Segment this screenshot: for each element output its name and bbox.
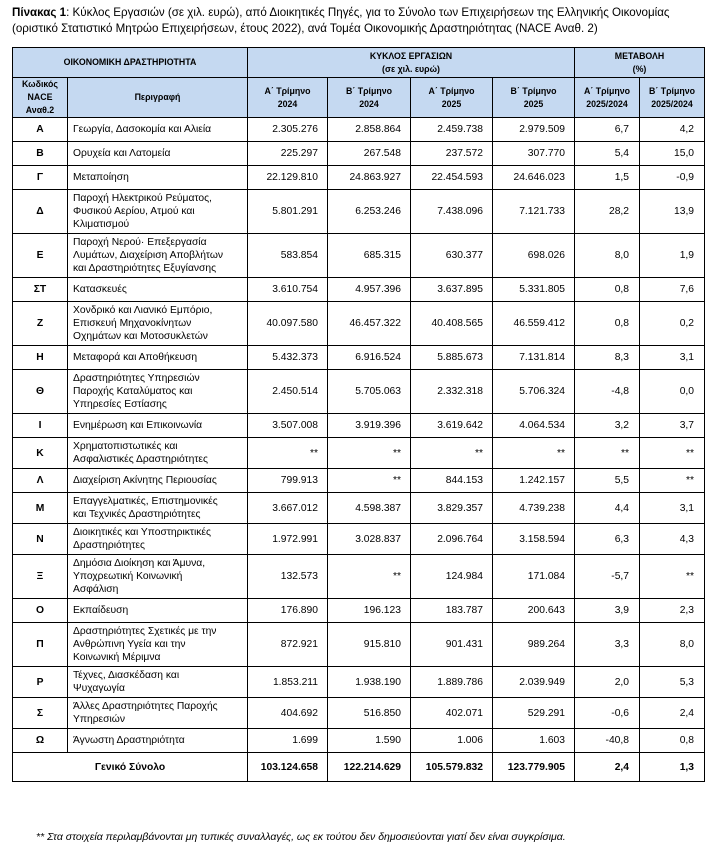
row-value-q2-2024: 915.810 <box>328 623 411 667</box>
table-row <box>13 667 705 698</box>
row-value-q2-2024: 24.863.927 <box>328 166 411 190</box>
row-description-line: Οχημάτων και Μοτοσυκλετών <box>73 331 208 342</box>
total-change-q2: 1,3 <box>640 753 705 782</box>
row-description <box>68 555 248 599</box>
row-value-q1-2025: 1.006 <box>411 729 493 753</box>
header-change-unit: (%) <box>632 63 647 74</box>
row-code: Ο <box>13 599 68 623</box>
row-change-q2: 7,6 <box>640 278 705 302</box>
row-value-q2-2024: 4.598.387 <box>328 493 411 524</box>
row-description-line: Χρηματοπιστωτικές και <box>73 441 178 452</box>
row-description-line: Ανθρώπινη Υγεία και την <box>73 639 186 650</box>
row-value-q2-2025: 1.603 <box>493 729 575 753</box>
row-value-q1-2025: 7.438.096 <box>411 190 493 234</box>
row-change-q1: 5,5 <box>575 469 640 493</box>
row-value-q1-2025: 3.829.357 <box>411 493 493 524</box>
header-activity: ΟΙΚΟΝΟΜΙΚΗ ΔΡΑΣΤΗΡΙΟΤΗΤΑ <box>13 48 248 78</box>
table-caption-text: : Κύκλος Εργασιών (σε χιλ. ευρώ), από Διοικητικές Πηγές, για το Σύνολο των Επιχειρήσεων της Ελληνικής Οικονομίας (οριστικό Στατιστικό Μητρώο Επιχειρήσεων, έτους 2022), ανά Τομέα Οικονομικής Δραστηριότητας (NACE Αναθ. 2) <box>12 6 670 35</box>
row-value-q1-2025: 2.459.738 <box>411 118 493 142</box>
row-value-q1-2025: 22.454.593 <box>411 166 493 190</box>
row-description-line: Ψυχαγωγία <box>73 683 125 694</box>
row-description <box>68 278 248 302</box>
row-value-q1-2025: 124.984 <box>411 555 493 599</box>
header-q2-2024 <box>328 78 411 118</box>
table-row <box>13 698 705 729</box>
row-description-line: Παροχή Νερού· Επεξεργασία <box>73 237 207 248</box>
table-row <box>13 190 705 234</box>
row-value-q1-2025: 5.885.673 <box>411 346 493 370</box>
row-value-q2-2024: 1.590 <box>328 729 411 753</box>
row-description <box>68 118 248 142</box>
table-row <box>13 438 705 469</box>
row-value-q2-2025: 307.770 <box>493 142 575 166</box>
row-code: Ι <box>13 414 68 438</box>
total-change-q1: 2,4 <box>575 753 640 782</box>
header-q1-2024-line1: Α΄ Τρίμηνο <box>264 85 311 96</box>
row-change-q1: 2,0 <box>575 667 640 698</box>
header-code-line3: Αναθ.2 <box>25 105 55 115</box>
row-description-line: Επαγγελματικές, Επιστημονικές <box>73 496 218 507</box>
row-value-q2-2024: 196.123 <box>328 599 411 623</box>
row-description-line: Γεωργία, Δασοκομία και Αλιεία <box>73 124 212 135</box>
row-value-q2-2025: 2.979.509 <box>493 118 575 142</box>
row-description <box>68 346 248 370</box>
row-description <box>68 469 248 493</box>
row-value-q2-2024: 6.916.524 <box>328 346 411 370</box>
row-value-q1-2025: 402.071 <box>411 698 493 729</box>
header-change <box>575 48 705 78</box>
row-value-q1-2025: 844.153 <box>411 469 493 493</box>
row-value-q1-2024: 3.610.754 <box>248 278 328 302</box>
table-row <box>13 346 705 370</box>
row-description-line: Εκπαίδευση <box>73 605 129 616</box>
row-value-q2-2024: 3.028.837 <box>328 524 411 555</box>
row-description-line: Λυμάτων, Διαχείριση Αποβλήτων <box>73 250 224 261</box>
row-value-q2-2024: 5.705.063 <box>328 370 411 414</box>
table-row <box>13 599 705 623</box>
row-description <box>68 698 248 729</box>
row-value-q1-2024: 132.573 <box>248 555 328 599</box>
row-description <box>68 142 248 166</box>
table-row <box>13 278 705 302</box>
row-code: Ζ <box>13 302 68 346</box>
row-description-line: Υπηρεσιών <box>73 714 125 725</box>
row-description-line: Ασφαλιστικές Δραστηριότητες <box>73 454 208 465</box>
row-change-q1: ** <box>575 438 640 469</box>
row-description <box>68 370 248 414</box>
row-change-q1: -5,7 <box>575 555 640 599</box>
row-description-line: Άλλες Δραστηριότητες Παροχής <box>73 701 218 712</box>
row-code: Κ <box>13 438 68 469</box>
header-change-q1-line2: 2025/2024 <box>586 98 628 109</box>
row-code: Γ <box>13 166 68 190</box>
row-value-q2-2025: 4.064.534 <box>493 414 575 438</box>
row-change-q2: -0,9 <box>640 166 705 190</box>
total-value-q2-2025: 123.779.905 <box>493 753 575 782</box>
row-change-q2: ** <box>640 469 705 493</box>
row-value-q2-2025: 4.739.238 <box>493 493 575 524</box>
row-change-q2: ** <box>640 438 705 469</box>
row-value-q1-2024: 1.853.211 <box>248 667 328 698</box>
row-value-q1-2024: 872.921 <box>248 623 328 667</box>
row-code: Ε <box>13 234 68 278</box>
row-change-q2: 13,9 <box>640 190 705 234</box>
header-code-line1: Κωδικός <box>22 79 58 89</box>
row-code: Δ <box>13 190 68 234</box>
header-row-groups <box>13 48 705 78</box>
row-change-q2: 3,7 <box>640 414 705 438</box>
row-code: Π <box>13 623 68 667</box>
header-row-columns <box>13 78 705 118</box>
row-value-q1-2024: 5.801.291 <box>248 190 328 234</box>
table-row <box>13 166 705 190</box>
row-description <box>68 438 248 469</box>
turnover-table <box>12 47 705 782</box>
row-description-line: Παροχής Καταλύματος και <box>73 386 193 397</box>
row-description <box>68 667 248 698</box>
header-q1-2024 <box>248 78 328 118</box>
row-value-q2-2025: 529.291 <box>493 698 575 729</box>
table-row <box>13 142 705 166</box>
row-change-q1: 4,4 <box>575 493 640 524</box>
row-value-q2-2024: ** <box>328 555 411 599</box>
table-row <box>13 555 705 599</box>
row-description-line: Επισκευή Μηχανοκίνητων <box>73 318 192 329</box>
table-row <box>13 118 705 142</box>
row-description <box>68 166 248 190</box>
table-row <box>13 234 705 278</box>
row-change-q1: 3,2 <box>575 414 640 438</box>
table-row <box>13 729 705 753</box>
row-description <box>68 623 248 667</box>
row-value-q1-2024: 5.432.373 <box>248 346 328 370</box>
row-description <box>68 493 248 524</box>
header-change-title: ΜΕΤΑΒΟΛΗ <box>614 50 665 61</box>
row-description-line: Κοινωνική Μέριμνα <box>73 652 161 663</box>
row-description-line: Τέχνες, Διασκέδαση και <box>73 670 180 681</box>
row-change-q1: 3,3 <box>575 623 640 667</box>
row-change-q2: 15,0 <box>640 142 705 166</box>
row-description-line: Παροχή Ηλεκτρικού Ρεύματος, <box>73 193 212 204</box>
row-value-q1-2025: 237.572 <box>411 142 493 166</box>
total-value-q2-2024: 122.214.629 <box>328 753 411 782</box>
row-description-line: Κλιματισμού <box>73 219 130 230</box>
row-change-q1: 6,3 <box>575 524 640 555</box>
row-value-q2-2025: 1.242.157 <box>493 469 575 493</box>
row-code: Α <box>13 118 68 142</box>
row-value-q2-2025: 7.121.733 <box>493 190 575 234</box>
header-turnover-unit: (σε χιλ. ευρώ) <box>382 63 440 74</box>
header-change-q1-line1: Α΄ Τρίμηνο <box>584 85 631 96</box>
row-change-q2: 8,0 <box>640 623 705 667</box>
header-q1-2024-line2: 2024 <box>277 98 298 109</box>
row-value-q2-2024: 4.957.396 <box>328 278 411 302</box>
row-value-q2-2025: 698.026 <box>493 234 575 278</box>
row-value-q1-2024: 583.854 <box>248 234 328 278</box>
header-turnover-title: ΚΥΚΛΟΣ ΕΡΓΑΣΙΩΝ <box>369 50 453 61</box>
row-value-q2-2025: 24.646.023 <box>493 166 575 190</box>
row-description <box>68 729 248 753</box>
row-code: Η <box>13 346 68 370</box>
row-code: ΣΤ <box>13 278 68 302</box>
row-value-q1-2024: 2.305.276 <box>248 118 328 142</box>
header-q1-2025 <box>411 78 493 118</box>
row-code: Ρ <box>13 667 68 698</box>
row-change-q1: 6,7 <box>575 118 640 142</box>
row-change-q2: 2,3 <box>640 599 705 623</box>
row-description <box>68 524 248 555</box>
row-description-line: Δημόσια Διοίκηση και Άμυνα, <box>73 558 206 569</box>
row-description-line: Ενημέρωση και Επικοινωνία <box>73 420 203 431</box>
table-body <box>13 118 705 753</box>
row-value-q1-2025: 3.637.895 <box>411 278 493 302</box>
row-code: Θ <box>13 370 68 414</box>
table-row <box>13 493 705 524</box>
row-value-q2-2025: ** <box>493 438 575 469</box>
row-value-q2-2024: 6.253.246 <box>328 190 411 234</box>
row-value-q2-2025: 3.158.594 <box>493 524 575 555</box>
table-row <box>13 370 705 414</box>
table-row <box>13 524 705 555</box>
row-change-q2: 0,8 <box>640 729 705 753</box>
row-description-line: Χονδρικό και Λιανικό Εμπόριο, <box>73 305 213 316</box>
row-change-q2: 3,1 <box>640 493 705 524</box>
row-change-q1: 0,8 <box>575 278 640 302</box>
row-change-q2: 2,4 <box>640 698 705 729</box>
table-row <box>13 623 705 667</box>
row-description-line: Φυσικού Αερίου, Ατμού και <box>73 206 195 217</box>
header-turnover <box>248 48 575 78</box>
row-description-line: Δραστηριότητες Σχετικές με την <box>73 626 217 637</box>
row-value-q2-2025: 989.264 <box>493 623 575 667</box>
row-value-q2-2024: 516.850 <box>328 698 411 729</box>
row-description-line: και Τεχνικές Δραστηριότητες <box>73 509 201 520</box>
row-value-q2-2025: 46.559.412 <box>493 302 575 346</box>
row-value-q2-2024: 3.919.396 <box>328 414 411 438</box>
row-code: Β <box>13 142 68 166</box>
row-description-line: Ασφάλιση <box>73 584 119 595</box>
row-value-q2-2025: 171.084 <box>493 555 575 599</box>
row-value-q1-2024: 40.097.580 <box>248 302 328 346</box>
row-description-line: Υπηρεσίες Εστίασης <box>73 399 167 410</box>
row-description-line: Κατασκευές <box>73 284 127 295</box>
row-value-q1-2025: 40.408.565 <box>411 302 493 346</box>
total-value-q1-2025: 105.579.832 <box>411 753 493 782</box>
row-description-line: Μεταφορά και Αποθήκευση <box>73 352 198 363</box>
row-description-line: και Δραστηριότητες Εξυγίανσης <box>73 263 217 274</box>
row-value-q1-2024: 22.129.810 <box>248 166 328 190</box>
row-change-q1: 0,8 <box>575 302 640 346</box>
row-description-line: Άγνωστη Δραστηριότητα <box>73 735 185 746</box>
row-change-q2: 0,0 <box>640 370 705 414</box>
row-description-line: Δραστηριότητες Υπηρεσιών <box>73 373 200 384</box>
row-description-line: Δραστηριότητες <box>73 540 145 551</box>
table-row <box>13 302 705 346</box>
header-change-q1 <box>575 78 640 118</box>
row-value-q1-2025: ** <box>411 438 493 469</box>
row-description <box>68 414 248 438</box>
row-value-q1-2025: 2.096.764 <box>411 524 493 555</box>
row-change-q2: 3,1 <box>640 346 705 370</box>
row-value-q2-2024: ** <box>328 438 411 469</box>
table-row <box>13 414 705 438</box>
row-change-q2: ** <box>640 555 705 599</box>
row-code: Μ <box>13 493 68 524</box>
header-change-q2-line2: 2025/2024 <box>651 98 693 109</box>
total-label: Γενικό Σύνολο <box>13 753 248 782</box>
row-description-line: Διαχείριση Ακίνητης Περιουσίας <box>73 475 217 486</box>
row-code: Σ <box>13 698 68 729</box>
row-value-q1-2025: 3.619.642 <box>411 414 493 438</box>
row-value-q2-2025: 5.331.805 <box>493 278 575 302</box>
row-value-q2-2024: 2.858.864 <box>328 118 411 142</box>
row-value-q1-2025: 630.377 <box>411 234 493 278</box>
row-change-q1: 1,5 <box>575 166 640 190</box>
header-q1-2025-line1: Α΄ Τρίμηνο <box>428 85 475 96</box>
table-caption <box>12 5 712 37</box>
row-value-q1-2024: 3.667.012 <box>248 493 328 524</box>
row-change-q2: 5,3 <box>640 667 705 698</box>
header-code-line2: NACE <box>27 92 53 102</box>
footnote: ** Στα στοιχεία περιλαμβάνονται μη τυπικές συναλλαγές, ως εκ τούτου δεν δημοσιεύονται γιατί δεν είναι συγκρίσιμα. <box>36 831 566 843</box>
row-change-q1: 3,9 <box>575 599 640 623</box>
row-value-q2-2024: 267.548 <box>328 142 411 166</box>
row-value-q1-2024: 3.507.008 <box>248 414 328 438</box>
table-row <box>13 469 705 493</box>
row-code: Ξ <box>13 555 68 599</box>
row-change-q1: 28,2 <box>575 190 640 234</box>
row-change-q1: 8,3 <box>575 346 640 370</box>
row-change-q2: 0,2 <box>640 302 705 346</box>
row-value-q2-2024: 1.938.190 <box>328 667 411 698</box>
table-caption-prefix: Πίνακας 1 <box>12 6 67 19</box>
row-value-q1-2024: ** <box>248 438 328 469</box>
header-code <box>13 78 68 118</box>
row-value-q2-2024: 46.457.322 <box>328 302 411 346</box>
row-value-q1-2025: 1.889.786 <box>411 667 493 698</box>
row-value-q1-2025: 901.431 <box>411 623 493 667</box>
row-description <box>68 234 248 278</box>
row-value-q1-2025: 2.332.318 <box>411 370 493 414</box>
row-value-q1-2024: 404.692 <box>248 698 328 729</box>
header-q2-2025-line2: 2025 <box>523 98 544 109</box>
header-q2-2025-line1: Β΄ Τρίμηνο <box>510 85 557 96</box>
row-value-q2-2024: ** <box>328 469 411 493</box>
header-q2-2024-line1: Β΄ Τρίμηνο <box>345 85 392 96</box>
header-description: Περιγραφή <box>68 78 248 118</box>
row-change-q1: 8,0 <box>575 234 640 278</box>
row-description-line: Μεταποίηση <box>73 172 129 183</box>
header-q2-2025 <box>493 78 575 118</box>
row-value-q2-2025: 7.131.814 <box>493 346 575 370</box>
row-description <box>68 190 248 234</box>
row-value-q1-2024: 1.972.991 <box>248 524 328 555</box>
row-value-q1-2024: 1.699 <box>248 729 328 753</box>
row-change-q2: 4,3 <box>640 524 705 555</box>
row-description-line: Ορυχεία και Λατομεία <box>73 148 171 159</box>
row-value-q2-2024: 685.315 <box>328 234 411 278</box>
row-change-q2: 4,2 <box>640 118 705 142</box>
header-change-q2-line1: Β΄ Τρίμηνο <box>649 85 696 96</box>
row-change-q1: -0,6 <box>575 698 640 729</box>
total-value-q1-2024: 103.124.658 <box>248 753 328 782</box>
header-q1-2025-line2: 2025 <box>441 98 462 109</box>
row-value-q1-2024: 2.450.514 <box>248 370 328 414</box>
header-change-q2 <box>640 78 705 118</box>
row-value-q1-2024: 176.890 <box>248 599 328 623</box>
row-description <box>68 302 248 346</box>
row-description <box>68 599 248 623</box>
row-change-q1: -4,8 <box>575 370 640 414</box>
row-change-q2: 1,9 <box>640 234 705 278</box>
row-code: Λ <box>13 469 68 493</box>
row-code: Ω <box>13 729 68 753</box>
total-row <box>13 753 705 782</box>
row-change-q1: -40,8 <box>575 729 640 753</box>
row-value-q1-2025: 183.787 <box>411 599 493 623</box>
row-description-line: Υποχρεωτική Κοινωνική <box>73 571 183 582</box>
header-q2-2024-line2: 2024 <box>359 98 379 109</box>
row-value-q1-2024: 225.297 <box>248 142 328 166</box>
row-value-q1-2024: 799.913 <box>248 469 328 493</box>
row-code: Ν <box>13 524 68 555</box>
row-value-q2-2025: 5.706.324 <box>493 370 575 414</box>
row-value-q2-2025: 200.643 <box>493 599 575 623</box>
row-description-line: Διοικητικές και Υποστηρικτικές <box>73 527 211 538</box>
row-value-q2-2025: 2.039.949 <box>493 667 575 698</box>
row-change-q1: 5,4 <box>575 142 640 166</box>
